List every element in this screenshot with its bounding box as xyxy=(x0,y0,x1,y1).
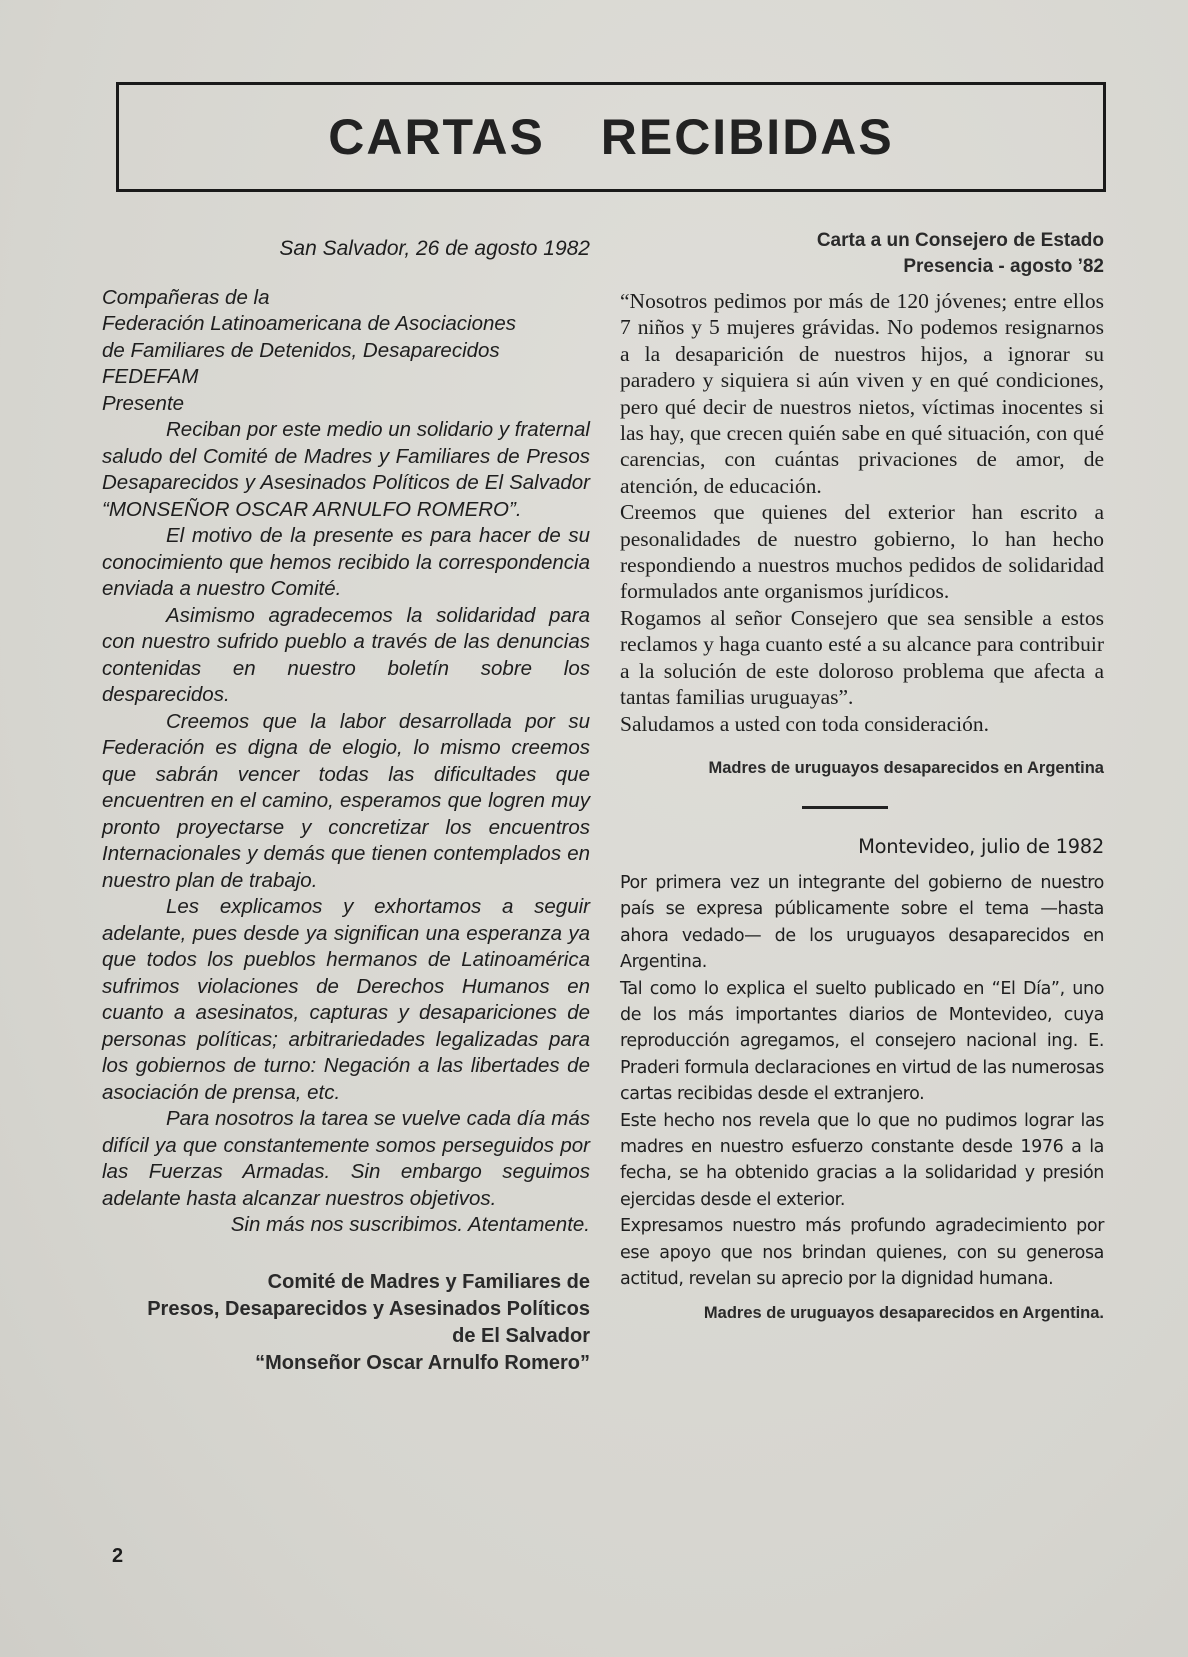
signature-line: Comité de Madres y Familiares de xyxy=(267,1270,590,1293)
page-number: 2 xyxy=(112,1545,124,1567)
letter-paragraph: Este hecho nos revela que lo que no pudimos lograr las madres en nuestro esfuerzo constante desde 1976 a la fecha, se ha obtenido gracias a la solidaridad y presión ejercidas desde el exterior. xyxy=(620,1110,1104,1210)
address-line: Federación Latinoamericana de Asociaciones xyxy=(102,312,517,335)
letter-paragraph: Reciban por este medio un solidario y fraternal saludo del Comité de Madres y Familiares de Presos Desaparecidos y Asesinados Políticos de El Salvador “MONSEÑOR OSCAR ARNULFO ROMERO”. xyxy=(102,418,590,521)
address-line: Presente xyxy=(102,391,185,415)
right-top-signature: Madres de uruguayos desaparecidos en Argentina xyxy=(708,758,1104,777)
left-column-letter xyxy=(102,236,590,1377)
section-divider xyxy=(802,806,888,809)
letter-paragraph: Por primera vez un integrante del gobierno de nuestro país se expresa públicamente sobre el tema —hasta ahora vedado— de los uruguayos desaparecidos en Argentina. xyxy=(620,872,1104,973)
right-top-heading xyxy=(620,228,1104,280)
address-line: de Familiares de Detenidos, Desaparecidos xyxy=(102,338,500,362)
letter-paragraph: Saludamos a usted con toda consideración. xyxy=(620,711,989,736)
letter-paragraph: Creemos que la labor desarrollada por su Federación es digna de elogio, lo mismo creemos que sabrán vencer todas las dificultades que encuentren en el camino, esperamos que logren muy pronto proyectarse y concretizar los encuentros Internacionales y demás que tienen contemplados en nuestro plan de trabajo. xyxy=(102,709,590,892)
address-line: Compañeras de la xyxy=(102,285,270,309)
heading-line: Carta a un Consejero de Estado xyxy=(816,230,1104,251)
address-line: FEDEFAM xyxy=(102,365,199,388)
letter-paragraph: “Nosotros pedimos por más de 120 jóvenes; entre ellos 7 niños y 5 mujeres grávidas. No podemos resignarnos a la desaparición de nuestros hijos, a ignorar su paradero y siquiera si aún viven y en qué condiciones, pero qué decir de nuestros nietos, víctimas inocentes si las hay, que crecen quién sabe en qué situación, con qué carencias, con cuántas privaciones de amor, de atención, de educación. xyxy=(620,289,1104,498)
letter-paragraph: Rogamos al señor Consejero que sea sensible a estos reclamos y haga cuanto esté a su alcance para contribuir a la solución de este doloroso problema que afecta a tantas familias uruguayas”. xyxy=(620,605,1104,710)
title-banner xyxy=(116,82,1106,192)
letter-paragraph: Tal como lo explica el suelto publicado en “El Día”, uno de los más importantes diarios de Montevideo, cuya reproducción agregamos, el consejero nacional ing. E. Praderi formula declaraciones en virtud de las numerosas cartas recibidas desde el extranjero. xyxy=(620,978,1104,1105)
letter-paragraph: Creemos que quienes del exterior han escrito a pesonalidades de nuestro gobierno, lo han hecho respondiendo a nuestros muchos pedidos de solidaridad formulados ante organismos jurídicos. xyxy=(620,500,1104,604)
letter-paragraph: Les explicamos y exhortamos a seguir adelante, pues desde ya significan una esperanza ya que todos los pueblos hermanos de Latinoamérica sufrimos violaciones de Derechos Humanos en cuanto a asesinatos, capturas y desapariciones de personas políticas; arbitrariedades legalizadas para los gobiernos de turno: Negación a las libertades de asociación de prensa, etc. xyxy=(102,895,590,1104)
page-title: CARTAS RECIBIDAS xyxy=(328,109,894,165)
signature-line: de El Salvador xyxy=(452,1324,590,1347)
heading-line: Presencia - agosto ’82 xyxy=(903,256,1104,277)
right-column xyxy=(620,228,1104,1323)
letter-paragraph: Asimismo agradecemos la solidaridad para con nuestro sufrido pueblo a través de las denuncias contenidas en nuestro boletín sobre los desparecidos. xyxy=(102,603,590,706)
letter-paragraph: Para nosotros la tarea se vuelve cada día más difícil ya que constantemente somos perseguidos por las Fuerzas Armadas. Sin embargo seguimos adelante hasta alcanzar nuestros objetivos. xyxy=(102,1107,590,1210)
letter-paragraph: Expresamos nuestro más profundo agradecimiento por ese apoyo que nos brindan quienes, con su generosa actitud, revelan su aprecio por la dignidad humana. xyxy=(620,1216,1104,1289)
right-bottom-signature: Madres de uruguayos desaparecidos en Argentina. xyxy=(703,1304,1104,1323)
right-bottom-dateline: Montevideo, julio de 1982 xyxy=(858,834,1104,858)
letter-closing: Sin más nos suscribimos. Atentamente. xyxy=(230,1213,590,1236)
signature-line: Presos, Desaparecidos y Asesinados Políticos xyxy=(147,1297,590,1320)
left-signature xyxy=(102,1269,590,1377)
left-dateline: San Salvador, 26 de agosto 1982 xyxy=(279,237,590,260)
letter-paragraph: El motivo de la presente es para hacer de su conocimiento que hemos recibido la correspondencia enviada a nuestro Comité. xyxy=(102,524,590,600)
signature-line: “Monseñor Oscar Arnulfo Romero” xyxy=(255,1351,590,1374)
